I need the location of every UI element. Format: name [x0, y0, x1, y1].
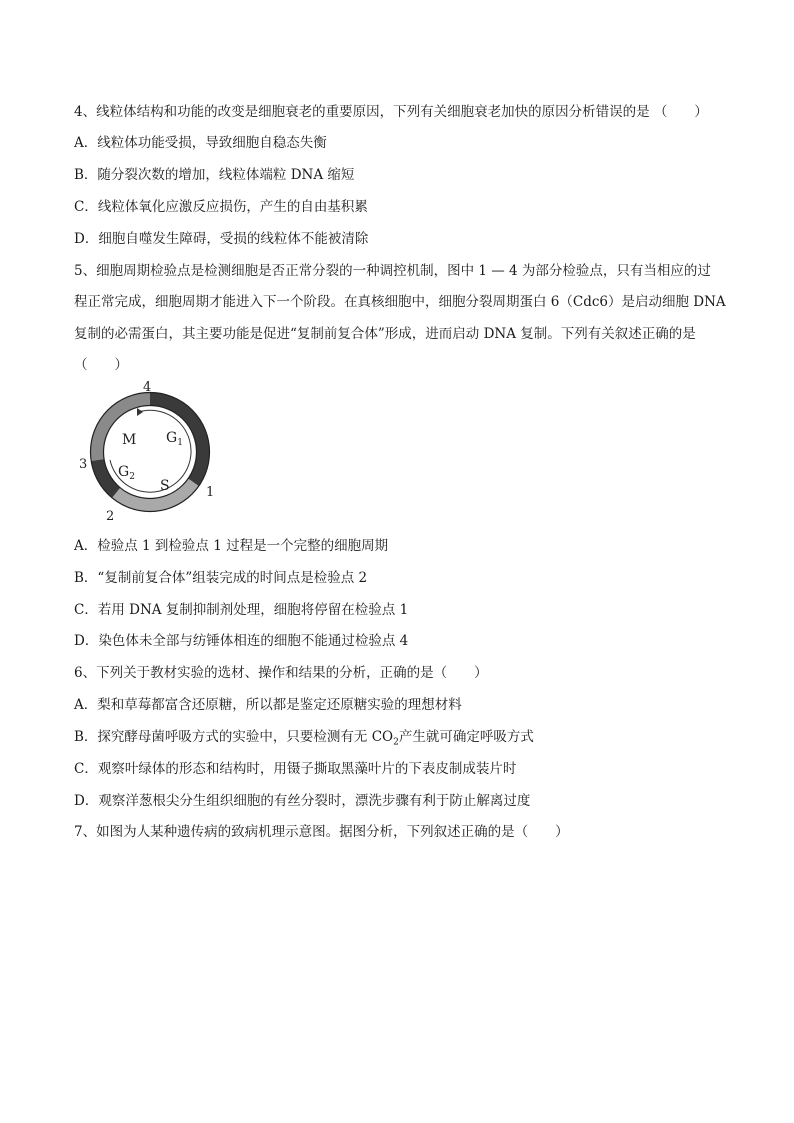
q5-stem-line-1: 5、细胞周期检验点是检测细胞是否正常分裂的一种调控机制，图中 1 — 4 为部分检验点，只有当相应的过: [74, 263, 711, 279]
phase-g1-letter: G: [166, 430, 178, 446]
q6-option-b: [74, 728, 534, 752]
phase-s-label: S: [160, 478, 170, 494]
phase-g1-subscript: 1: [177, 438, 183, 448]
q5-stem-line-2: 程正常完成，细胞周期才能进入下一个阶段。在真核细胞中，细胞分裂周期蛋白 6（Cdc6）是启动细胞 DNA: [74, 294, 726, 310]
phase-g1-label: [166, 430, 183, 448]
q5-stem-line-4: （ ）: [74, 357, 128, 373]
q6-option-a: A．梨和草莓都富含还原糖，所以都是鉴定还原糖实验的理想材料: [74, 697, 462, 713]
q6-option-c: C．观察叶绿体的形态和结构时，用镊子撕取黑藻叶片的下表皮制成装片时: [74, 761, 517, 777]
phase-g2-label: [118, 464, 135, 482]
q6-stem: 6、下列关于教材实验的选材、操作和结果的分析，正确的是（ ）: [74, 665, 488, 681]
cell-cycle-diagram: [76, 378, 224, 526]
phase-g2-subscript: 2: [129, 472, 135, 482]
q7-stem: 7、如图为人某种遗传病的致病机理示意图。据图分析，下列叙述正确的是（ ）: [74, 824, 569, 840]
ring-g2-segment: [97, 460, 116, 493]
checkpoint-3-label: 3: [79, 457, 88, 472]
q5-option-b: B．“复制前复合体”组装完成的时间点是检验点 2: [74, 570, 368, 586]
checkpoint-2-label: 2: [106, 509, 115, 524]
q6-option-d: D．观察洋葱根尖分生组织细胞的有丝分裂时，漂洗步骤有利于防止解离过度: [74, 793, 531, 809]
q6-option-b-text-after: 产生就可确定呼吸方式: [398, 729, 534, 745]
phase-g2-letter: G: [118, 464, 130, 480]
checkpoint-4-label: 4: [143, 380, 152, 395]
q4-option-a: A．线粒体功能受损，导致细胞自稳态失衡: [74, 135, 327, 151]
q4-option-d: D．细胞自噬发生障碍，受损的线粒体不能被清除: [74, 231, 369, 247]
ring-m-segment: [97, 399, 150, 460]
q4-stem: 4、线粒体结构和功能的改变是细胞衰老的重要原因，下列有关细胞衰老加快的原因分析错误的是 （ ）: [74, 104, 708, 120]
q4-option-b: B．随分裂次数的增加，线粒体端粒 DNA 缩短: [74, 167, 355, 183]
q5-option-c: C．若用 DNA 复制抑制剂处理，细胞将停留在检验点 1: [74, 602, 409, 618]
q6-option-b-subscript: 2: [393, 737, 399, 748]
checkpoint-1-label: 1: [206, 485, 215, 500]
q5-stem-line-3: 复制的必需蛋白，其主要功能是促进“复制前复合体”形成，进而启动 DNA 复制。下列有关叙述正确的是: [74, 326, 696, 342]
q4-option-c: C．线粒体氧化应激反应损伤，产生的自由基积累: [74, 199, 368, 215]
q5-option-d: D．染色体未全部与纺锤体相连的细胞不能通过检验点 4: [74, 633, 409, 649]
q6-option-b-text-before: B．探究酵母菌呼吸方式的实验中，只要检测有无 CO: [74, 729, 394, 745]
q5-option-a: A．检验点 1 到检验点 1 过程是一个完整的细胞周期: [74, 538, 389, 554]
phase-m-label: M: [122, 432, 137, 448]
